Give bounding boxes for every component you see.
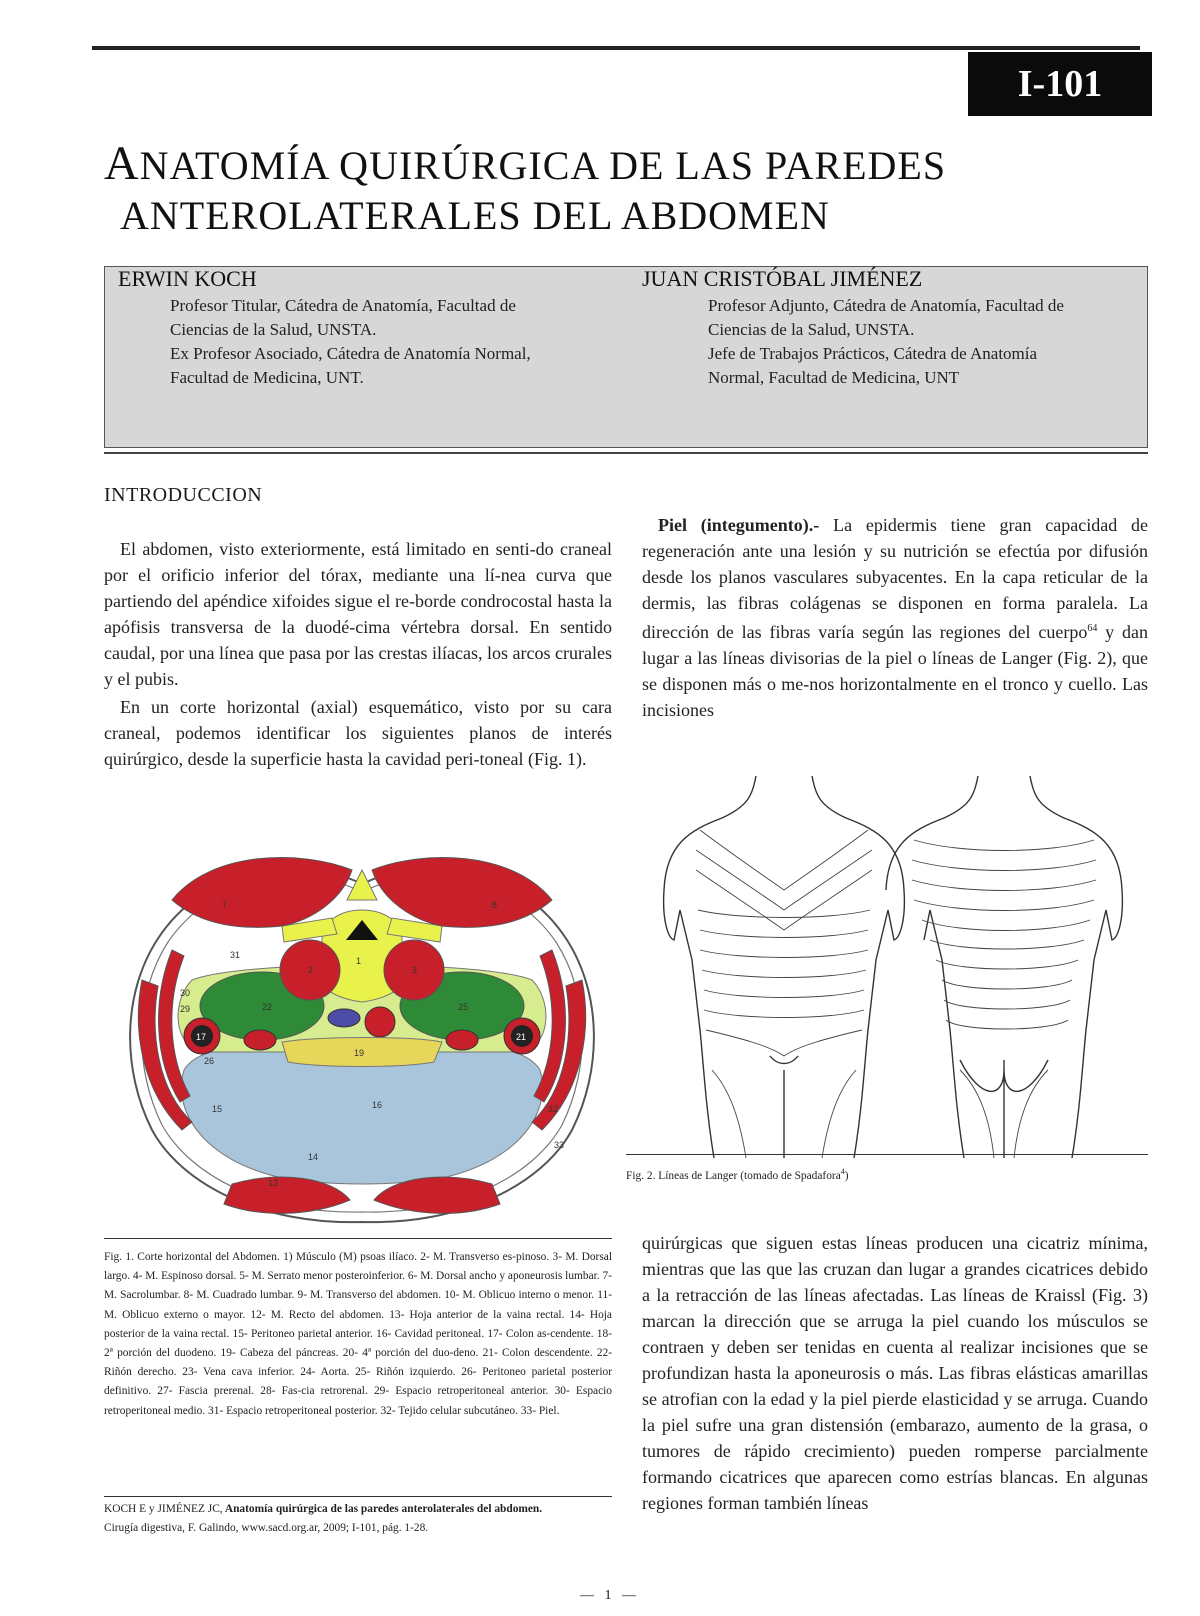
affiliation-line: Ciencias de la Salud, UNSTA. <box>708 320 915 339</box>
header-rule <box>92 46 1140 50</box>
fig1-label: 14 <box>308 1152 319 1162</box>
fig1-abdomen-cross-section <box>112 830 612 1250</box>
title-line-1 <box>104 136 946 191</box>
affiliation-line: Profesor Titular, Cátedra de Anatomía, Facultad de <box>170 296 516 315</box>
piel-text-2: y dan lugar a las líneas divisorias de la piel o líneas de Langer (Fig. 2), que se disponen más o me-nos horizontalmente en el tronco y cuello. Las incisiones <box>642 622 1148 720</box>
author-koch <box>118 266 598 390</box>
fig1-label: 26 <box>204 1056 215 1066</box>
author-name: JUAN CRISTÓBAL JIMÉNEZ <box>642 266 923 291</box>
citation-source: Cirugía digestiva, F. Galindo, www.sacd.org.ar, 2009; I-101, pág. 1-28. <box>104 1522 429 1535</box>
section-heading-introduccion: INTRODUCCION <box>104 484 263 506</box>
piel-footnote-ref: 64 <box>1087 623 1098 634</box>
affiliation-line: Facultad de Medicina, UNT. <box>170 368 364 387</box>
fig1-label: 25 <box>458 1002 469 1012</box>
fig1-caption-rule <box>104 1238 612 1239</box>
author-affiliation <box>118 294 598 390</box>
affiliation-line: Ex Profesor Asociado, Cátedra de Anatomía Normal, <box>170 344 531 363</box>
author-name: ERWIN KOCH <box>118 266 257 291</box>
piel-lead: Piel (integumento).- <box>658 515 820 535</box>
citation-authors: KOCH E y JIMÉNEZ JC, <box>104 1503 223 1515</box>
intro-body <box>104 536 612 772</box>
piel-paragraph <box>642 512 1148 723</box>
fig2-caption-ref: 4 <box>840 1167 845 1176</box>
citation-line-1 <box>104 1500 612 1519</box>
page-dash-right: — <box>622 1588 636 1603</box>
fig1-label: 13 <box>268 1178 279 1188</box>
fig1-label: 32 <box>548 1104 559 1114</box>
fig1-label: 30 <box>180 988 191 998</box>
fig1-caption: Fig. 1. Corte horizontal del Abdomen. 1) Músculo (M) psoas ilíaco. 2- M. Transverso es-pinoso. 3- M. Dorsal largo. 4- M. Espinoso dorsal. 5- M. Serrato menor posteroinferior. 6- M. Dorsal ancho y aponeurosis lumbar. 7- M. Sacrolumbar. 8- M. Cuadrado lumbar. 9- M. Transverso del abdomen. 10- M. Oblicuo interno o menor. 11- M. Oblicuo externo o mayor. 12- M. Recto del abdomen. 13- Hoja anterior de la vaina rectal. 14- Hoja posterior de la vaina rectal. 15- Peritoneo parietal anterior. 16- Cavidad peritoneal. 17- Colon as-cendente. 18- 2ª porción del duodeno. 19- Cabeza del páncreas. 20- 4ª porción del duo-deno. 21- Colon descendente. 22- Riñón derecho. 23- Vena cava inferior. 24- Aorta. 25- Riñón izquierdo. 26- Peritoneo parietal posterior definitivo. 27- Fascia prerenal. 28- Fas-cia retrorenal. 29- Espacio retroperitoneal anterior. 30- Espacio retroperitoneal medio. 31- Espacio retroperitoneal posterior. 32- Tejido celular subcutáneo. 33- Piel. <box>104 1251 612 1417</box>
affiliation-line: Jefe de Trabajos Prácticos, Cátedra de Anatomía <box>708 344 1038 363</box>
title-initial: A <box>104 137 140 190</box>
author-affiliation <box>642 294 1142 390</box>
author-jimenez <box>642 266 1142 390</box>
citation <box>104 1500 612 1538</box>
page-number-value: 1 <box>604 1588 612 1603</box>
fig2-caption <box>626 1162 1148 1186</box>
title-line-2: ANTEROLATERALES DEL ABDOMEN <box>120 193 830 238</box>
fig1-label: 31 <box>230 950 241 960</box>
fig1-label: 15 <box>212 1104 223 1114</box>
fig2-langer-lines-illustration <box>660 770 1140 1162</box>
piel-text-1: La epidermis tiene gran capacidad de regeneración ante una lesión y su nutrición se efectúa por difusión desde los planos vasculares subyacentes. En la capa reticular de la dermis, las fibras colágenas se disponen en forma paralela. La dirección de las fibras varía según las regiones del cuerpo <box>642 515 1148 642</box>
page-number <box>580 1588 636 1604</box>
fig1-label: 3 <box>412 965 418 975</box>
fig1-label: 21 <box>516 1032 527 1042</box>
fig1-label: 1 <box>356 956 362 966</box>
intro-paragraph-1: El abdomen, visto exteriormente, está limitado en senti-do craneal por el orificio inferior del tórax, mediante una lí-nea curva que partiendo del apéndice xifoides sigue el re-borde condrocostal hasta la apófisis transversa de la duodé-cima vértebra dorsal. En sentido caudal, por una línea que pasa por las crestas ilíacas, los arcos crurales y el pubis. <box>104 539 612 689</box>
chapter-code: I-101 <box>1017 63 1103 105</box>
fig1-label: 29 <box>180 1004 191 1014</box>
fig1-label: 22 <box>262 1002 273 1012</box>
piel-continuation: quirúrgicas que siguen estas líneas producen una cicatriz mínima, mientras que las que las cruzan dan lugar a grandes cicatrices debido a la retracción de las líneas afectadas. Las líneas de Kraissl (Fig. 3) marcan la dirección que se arruga la piel cuando los músculos se contraen y deben ser tenidas en cuenta al realizar incisiones que se profundizan hasta la aponeurosis o más. Las fibras elásticas amarillas se atrofian con la edad y la piel pierde elasticidad y se arruga. Cuando la piel sufre una gran distensión (embarazo, aumento de la grasa, o tumores de rápido crecimiento) pueden romperse parcialmente formando cicatrices que aparecen como estrías blancas. En algunas regiones forman también líneas <box>642 1233 1148 1513</box>
page-dash-left: — <box>580 1588 594 1603</box>
fig1-label: 17 <box>196 1032 207 1042</box>
chapter-code-badge <box>968 52 1152 116</box>
fig1-label: 7 <box>222 900 228 910</box>
fig1-label: 2 <box>308 965 314 975</box>
citation-rule <box>104 1496 612 1497</box>
piel-text <box>642 512 1148 723</box>
fig1-label: 33 <box>554 1140 565 1150</box>
fig1-label: 16 <box>372 1100 383 1110</box>
affiliation-line: Profesor Adjunto, Cátedra de Anatomía, Facultad de <box>708 296 1064 315</box>
citation-title: Anatomía quirúrgica de las paredes anterolaterales del abdomen. <box>222 1503 543 1515</box>
affiliation-line: Ciencias de la Salud, UNSTA. <box>170 320 377 339</box>
fig2-caption-text: Fig. 2. Líneas de Langer (tomado de Spadafora <box>626 1169 841 1182</box>
fig1-label: 8 <box>492 900 498 910</box>
fig2-caption-end: ) <box>844 1169 849 1182</box>
fig1-label: 19 <box>354 1048 365 1058</box>
title-line-1-text: NATOMÍA QUIRÚRGICA DE LAS PAREDES <box>139 143 947 188</box>
intro-paragraph-2: En un corte horizontal (axial) esquemático, visto por su cara craneal, podemos identificar los siguientes planos de interés quirúrgico, desde la superficie hasta la cavidad peri-toneal (Fig. 1). <box>104 697 612 769</box>
fig2-caption-rule <box>626 1154 1148 1155</box>
authors-rule <box>104 452 1148 454</box>
affiliation-line: Normal, Facultad de Medicina, UNT <box>708 368 960 387</box>
